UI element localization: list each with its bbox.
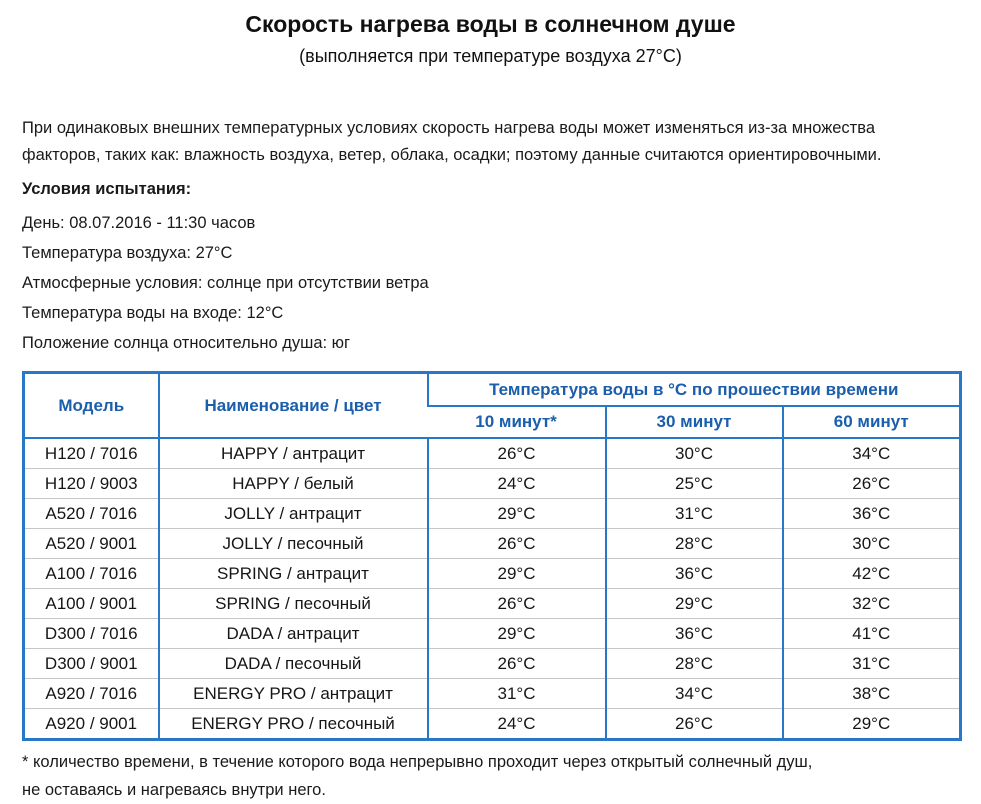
condition-atmosphere: Атмосферные условия: солнце при отсутствии ветра	[22, 273, 959, 293]
table-row	[24, 559, 961, 589]
page-subtitle: (выполняется при температуре воздуха 27°С)	[22, 45, 959, 67]
cell-model: H120 / 9003	[24, 469, 159, 499]
table-row	[24, 649, 961, 679]
cell-temp-10: 29°С	[428, 559, 606, 589]
table-footnote	[22, 749, 959, 804]
cell-temp-30: 28°С	[606, 649, 783, 679]
cell-temp-10: 26°С	[428, 649, 606, 679]
table-row	[24, 679, 961, 709]
cell-temp-30: 25°С	[606, 469, 783, 499]
cell-name: SPRING / песочный	[159, 589, 428, 619]
cell-name: ENERGY PRO / антрацит	[159, 679, 428, 709]
intro-line-2: факторов, таких как: влажность воздуха, ветер, облака, осадки; поэтому данные считаются ориентировочными.	[22, 142, 959, 169]
cell-temp-30: 28°С	[606, 529, 783, 559]
condition-day: День: 08.07.2016 - 11:30 часов	[22, 213, 959, 233]
table-row	[24, 529, 961, 559]
heating-results-table	[22, 371, 962, 741]
cell-temp-10: 24°С	[428, 709, 606, 740]
cell-temp-30: 29°С	[606, 589, 783, 619]
column-header-model: Модель	[24, 373, 159, 439]
condition-inlet-temp: Температура воды на входе: 12°С	[22, 303, 959, 323]
cell-temp-60: 29°С	[783, 709, 961, 740]
cell-temp-60: 42°С	[783, 559, 961, 589]
cell-temp-10: 24°С	[428, 469, 606, 499]
cell-model: A520 / 7016	[24, 499, 159, 529]
cell-temp-60: 36°С	[783, 499, 961, 529]
cell-temp-10: 26°С	[428, 589, 606, 619]
table-body	[24, 438, 961, 740]
cell-temp-30: 30°С	[606, 438, 783, 469]
cell-temp-60: 26°С	[783, 469, 961, 499]
cell-model: A520 / 9001	[24, 529, 159, 559]
column-header-60min: 60 минут	[783, 406, 961, 438]
page-title: Скорость нагрева воды в солнечном душе	[22, 0, 959, 38]
footnote-line-1: * количество времени, в течение которого вода непрерывно проходит через открытый солнечный душ,	[22, 749, 959, 777]
cell-temp-60: 31°С	[783, 649, 961, 679]
conditions-heading: Условия испытания:	[22, 175, 959, 203]
header-row-group	[24, 373, 961, 407]
cell-temp-60: 34°С	[783, 438, 961, 469]
cell-model: A920 / 9001	[24, 709, 159, 740]
column-header-temp-group: Температура воды в °С по прошествии времени	[428, 373, 961, 407]
cell-temp-30: 34°С	[606, 679, 783, 709]
cell-temp-10: 26°С	[428, 529, 606, 559]
table-header	[24, 373, 961, 439]
cell-temp-10: 29°С	[428, 499, 606, 529]
cell-temp-10: 26°С	[428, 438, 606, 469]
column-header-10min: 10 минут*	[428, 406, 606, 438]
cell-temp-60: 38°С	[783, 679, 961, 709]
cell-model: A920 / 7016	[24, 679, 159, 709]
table-row	[24, 438, 961, 469]
footnote-line-2: не оставаясь и нагреваясь внутри него.	[22, 777, 959, 804]
cell-temp-30: 36°С	[606, 619, 783, 649]
condition-sun-position: Положение солнца относительно душа: юг	[22, 333, 959, 353]
table-row	[24, 619, 961, 649]
table-row	[24, 499, 961, 529]
cell-name: JOLLY / песочный	[159, 529, 428, 559]
column-header-30min: 30 минут	[606, 406, 783, 438]
table-row	[24, 469, 961, 499]
cell-model: D300 / 9001	[24, 649, 159, 679]
cell-model: A100 / 9001	[24, 589, 159, 619]
intro-line-1: При одинаковых внешних температурных условиях скорость нагрева воды может изменяться из-за множества	[22, 115, 959, 142]
column-header-name: Наименование / цвет	[159, 373, 428, 439]
cell-temp-60: 41°С	[783, 619, 961, 649]
table-row	[24, 589, 961, 619]
table-row	[24, 709, 961, 740]
cell-name: ENERGY PRO / песочный	[159, 709, 428, 740]
cell-temp-30: 36°С	[606, 559, 783, 589]
cell-name: DADA / антрацит	[159, 619, 428, 649]
cell-name: HAPPY / белый	[159, 469, 428, 499]
cell-temp-10: 31°С	[428, 679, 606, 709]
cell-name: DADA / песочный	[159, 649, 428, 679]
cell-model: D300 / 7016	[24, 619, 159, 649]
condition-air-temp: Температура воздуха: 27°С	[22, 243, 959, 263]
cell-temp-30: 26°С	[606, 709, 783, 740]
cell-model: A100 / 7016	[24, 559, 159, 589]
cell-temp-60: 32°С	[783, 589, 961, 619]
cell-temp-60: 30°С	[783, 529, 961, 559]
cell-name: HAPPY / антрацит	[159, 438, 428, 469]
intro-paragraph	[22, 115, 959, 169]
cell-name: SPRING / антрацит	[159, 559, 428, 589]
cell-name: JOLLY / антрацит	[159, 499, 428, 529]
cell-temp-30: 31°С	[606, 499, 783, 529]
cell-temp-10: 29°С	[428, 619, 606, 649]
cell-model: H120 / 7016	[24, 438, 159, 469]
